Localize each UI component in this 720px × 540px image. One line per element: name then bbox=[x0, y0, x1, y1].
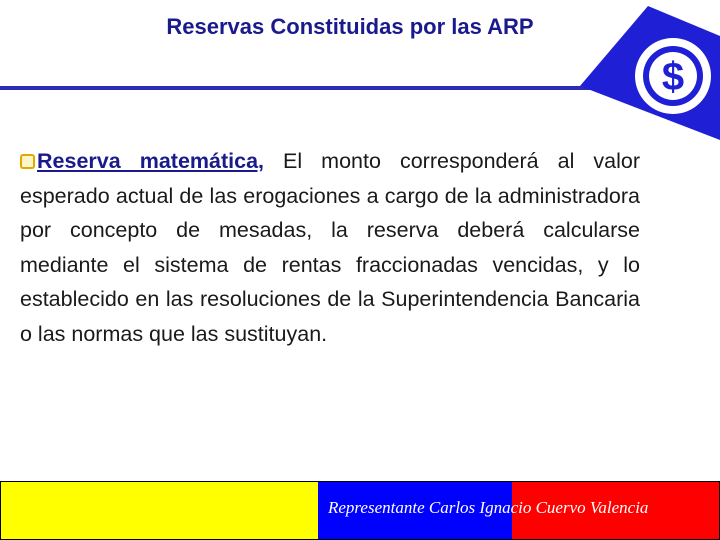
footer-band-yellow bbox=[0, 481, 318, 540]
bullet-body: El monto corresponderá al valor esperado actual de las erogaciones a cargo de la administradora por concepto de mesadas, la reserva deberá calcularse mediante el sistema de rentas fraccionadas vencidas, y lo establecido en las resoluciones de la Superintendencia Bancaria o las normas que las sustituyan. bbox=[20, 149, 640, 346]
bullet-box-icon bbox=[20, 154, 35, 169]
title-underline bbox=[0, 86, 600, 90]
footer-text: Representante Carlos Ignacio Cuervo Valencia bbox=[328, 498, 649, 517]
dollar-sign-icon bbox=[578, 6, 720, 140]
slide-title: Reservas Constituidas por las ARP bbox=[166, 14, 534, 39]
dollar-symbol: $ bbox=[661, 55, 685, 99]
bullet-paragraph bbox=[20, 144, 640, 351]
bullet-term: Reserva matemática, bbox=[37, 149, 264, 173]
